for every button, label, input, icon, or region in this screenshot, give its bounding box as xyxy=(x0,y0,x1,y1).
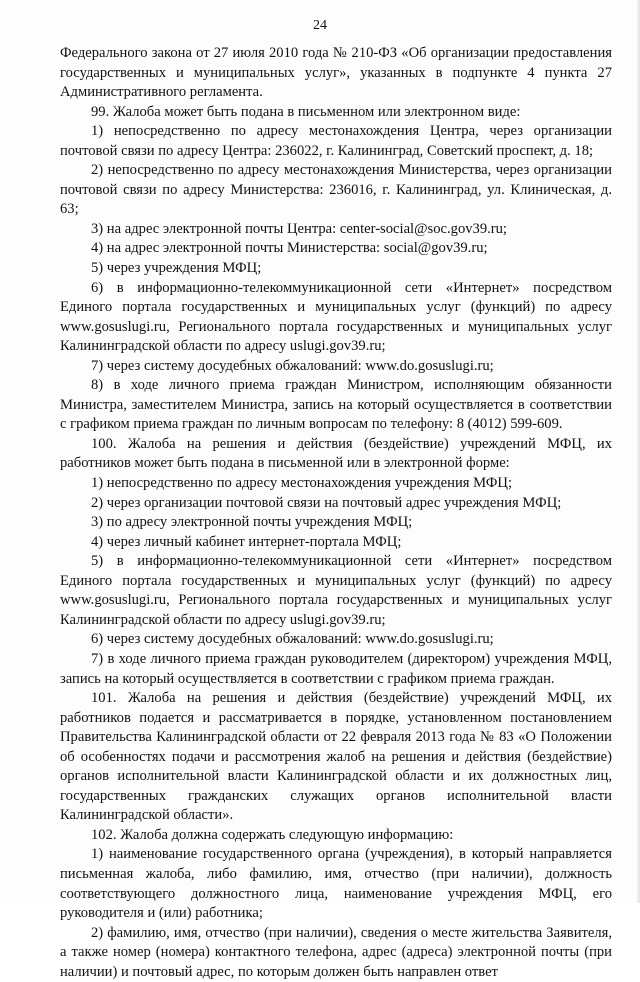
clause-101: 101. Жалоба на решения и действия (бездействие) учреждений МФЦ, их работников подается и рассматривается в порядке, установленном постановлением Правительства Калининградской области от 22 февраля 2013 года № 83 «О Положении об особенностях подачи и рассмотрения жалоб на решения и действия (бездействие) органов исполнительной власти Калининградской области и их должностных лиц, государственных гражданских служащих органов исполнительной власти Калининградской области». xyxy=(60,690,612,824)
clause-99-item-6: 6) в информационно-телекоммуникационной сети «Интернет» посредством Единого портала государственных и муниципальных услуг (функций) по адресу www.gosuslugi.ru, Регионального портала государственных и муниципальных услуг Калининградской области по адресу uslugi.gov39.ru; xyxy=(60,279,612,355)
clause-100-item-2: 2) через организации почтовой связи на почтовый адрес учреждения МФЦ; xyxy=(91,494,562,511)
clause-99-item-3: 3) на адрес электронной почты Центра: center-social@soc.gov39.ru; xyxy=(91,220,507,237)
clause-100-item-4: 4) через личный кабинет интернет-портала МФЦ; xyxy=(91,533,402,550)
clause-99-item-5: 5) через учреждения МФЦ; xyxy=(91,260,262,277)
clause-99-item-1: 1) непосредственно по адресу местонахождения Центра, через организации почтовой связи по адресу Центра: 236022, г. Калининград, Советский проспект, д. 18; xyxy=(60,123,612,159)
clause-102-item-2: 2) фамилию, имя, отчество (при наличии), сведения о месте жительства Заявителя, а также номер (номера) контактного телефона, адрес (адреса) электронной почты (при наличии) и почтовый адрес, по которым должен быть направлен ответ xyxy=(60,924,612,980)
clause-100-heading: 100. Жалоба на решения и действия (бездействие) учреждений МФЦ, их работников может быть подана в письменной или в электронной форме: xyxy=(60,435,612,472)
clause-99-item-4: 4) на адрес электронной почты Министерства: social@gov39.ru; xyxy=(91,240,488,257)
clause-100-item-6: 6) через систему досудебных обжалований: www.do.gosuslugi.ru; xyxy=(91,631,494,648)
page-number: 24 xyxy=(313,18,327,33)
clause-99-item-7: 7) через систему досудебных обжалований: www.do.gosuslugi.ru; xyxy=(91,357,494,374)
clause-99-heading: 99. Жалоба может быть подана в письменном или электронном виде: xyxy=(91,103,521,120)
clause-100-item-7: 7) в ходе личного приема граждан руководителем (директором) учреждения МФЦ, запись на который осуществляется в соответствии с графиком приема граждан. xyxy=(60,650,612,687)
clause-100-item-1: 1) непосредственно по адресу местонахождения учреждения МФЦ; xyxy=(91,475,513,492)
clause-102-item-1: 1) наименование государственного органа (учреждения), в который направляется письменная жалоба, либо фамилию, имя, отчество (при наличии), должность соответствующего должностного лица, наименование учреждения МФЦ, его руководителя и (или) работника; xyxy=(60,846,612,922)
clause-99-item-8: 8) в ходе личного приема граждан Министром, исполняющим обязанности Министра, заместителем Министра, запись на который осуществляется в соответствии с графиком приема граждан по личным вопросам по телефону: 8 (4012) 599-609. xyxy=(60,377,612,433)
clause-100-item-3: 3) по адресу электронной почты учреждения МФЦ; xyxy=(91,514,413,531)
paragraph-continuation: Федерального закона от 27 июля 2010 года № 210-ФЗ «Об организации предоставления государственных и муниципальных услуг», указанных в подпункте 4 пункта 27 Административного регламента. xyxy=(60,45,612,101)
document-body xyxy=(60,44,612,982)
clause-102-heading: 102. Жалоба должна содержать следующую информацию: xyxy=(91,826,454,843)
clause-99-item-2: 2) непосредственно по адресу местонахождения Министерства, через организации почтовой связи по адресу Министерства: 236016, г. Калининград, ул. Клиническая, д. 63; xyxy=(60,162,612,218)
clause-100-item-5: 5) в информационно-телекоммуникационной сети «Интернет» посредством Единого портала государственных и муниципальных услуг (функций) по адресу www.gosuslugi.ru, Регионального портала государственных и муниципальных услуг Калининградской области по адресу uslugi.gov39.ru; xyxy=(60,553,612,628)
